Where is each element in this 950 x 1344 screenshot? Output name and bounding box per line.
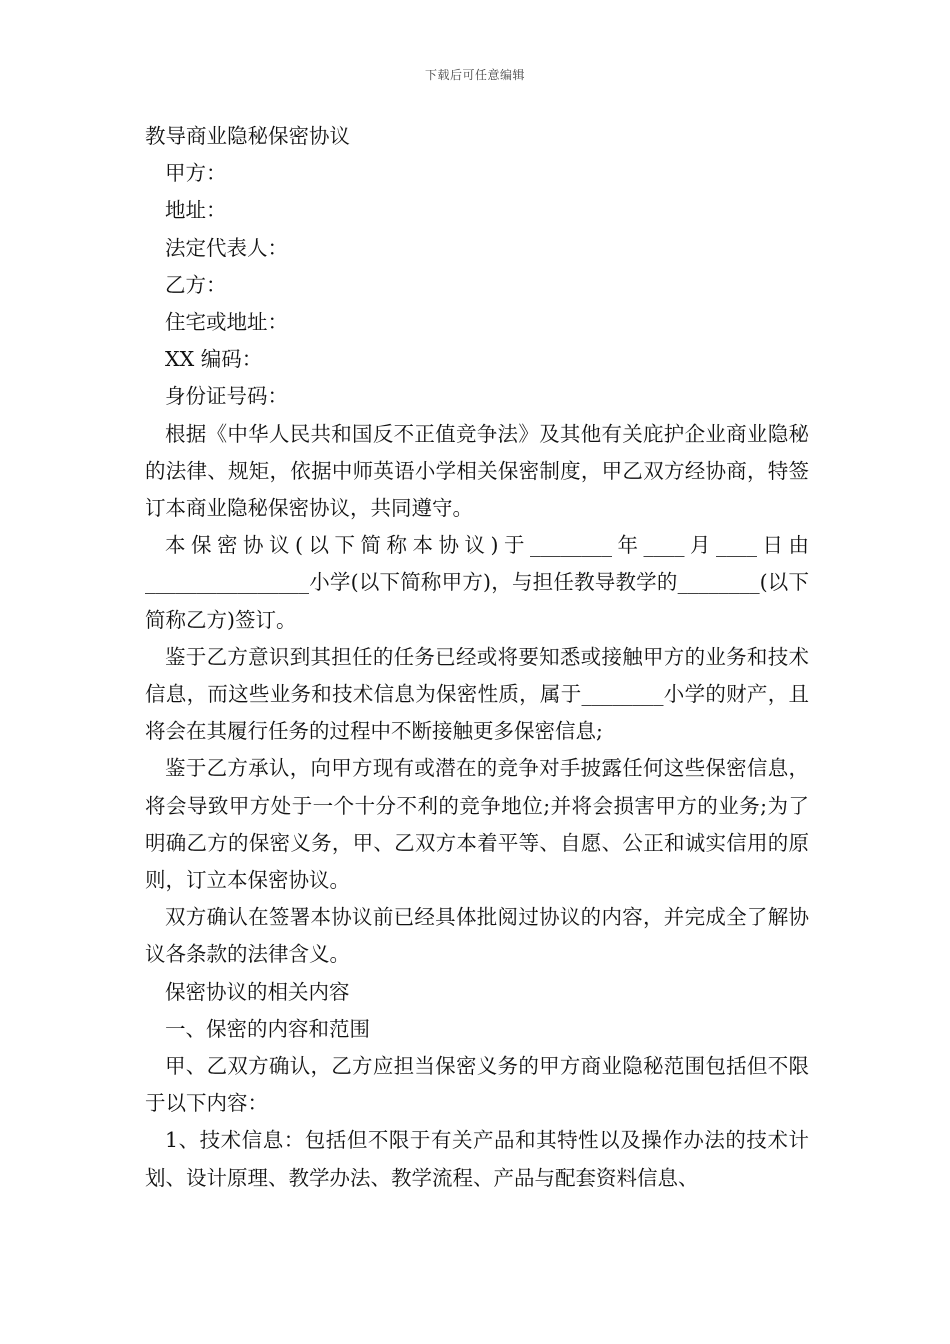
document-body [145,118,809,1197]
paragraph-scope: 甲、乙双方确认，乙方应担当保密义务的甲方商业隐秘范围包括但不限于以下内容： [145,1054,809,1116]
field-postal-code: XX 编码： [165,347,263,372]
document-title: 教导商业隐秘保密协议 [145,124,350,148]
field-id-number: 身份证号码： [165,384,288,409]
field-party-b: 乙方： [165,272,227,297]
paragraph-whereas-acknowledge: 鉴于乙方承认，向甲方现有或潜在的竞争对手披露任何这些保密信息，将会导致甲方处于一个十分不利的竞争地位;并将会损害甲方的业务;为了明确乙方的保密义务，甲、乙双方本着平等、自愿、公正和诚实信用的原则，订立本保密协议。 [145,756,809,893]
field-legal-representative: 法定代表人： [165,235,288,260]
field-residence-address: 住宅或地址： [165,310,288,335]
paragraph-basis: 根据《中华人民共和国反不正值竞争法》及其他有关庇护企业商业隐秘的法律、规矩，依据中师英语小学相关保密制度，甲乙双方经协商，特签订本商业隐秘保密协议，共同遵守。 [145,421,809,521]
page-header-note: 下载后可任意编辑 [424,68,525,82]
paragraph-confirmation: 双方确认在签署本协议前已经具体批阅过协议的内容，并完成全了解协议各条款的法律含义。 [145,905,809,967]
section-title: 保密协议的相关内容 [165,979,350,1004]
section-1-heading: 一、保密的内容和范围 [165,1016,370,1041]
field-address: 地址： [165,198,227,223]
field-party-a: 甲方： [165,161,227,186]
paragraph-technical-info: 1、技术信息：包括但不限于有关产品和其特性以及操作办法的技术计划、设计原理、教学办法、教学流程、产品与配套资料信息、 [145,1128,809,1190]
paragraph-signing: 本保密协议(以下简称本协议)于________年____月____日由________________小学(以下简称甲方)，与担任教导教学的________(以下简称乙方)签订。 [145,533,809,632]
paragraph-whereas-awareness: 鉴于乙方意识到其担任的任务已经或将要知悉或接触甲方的业务和技术信息，而这些业务和技术信息为保密性质，属于________小学的财产，且将会在其履行任务的过程中不断接触更多保密信息; [145,644,809,744]
